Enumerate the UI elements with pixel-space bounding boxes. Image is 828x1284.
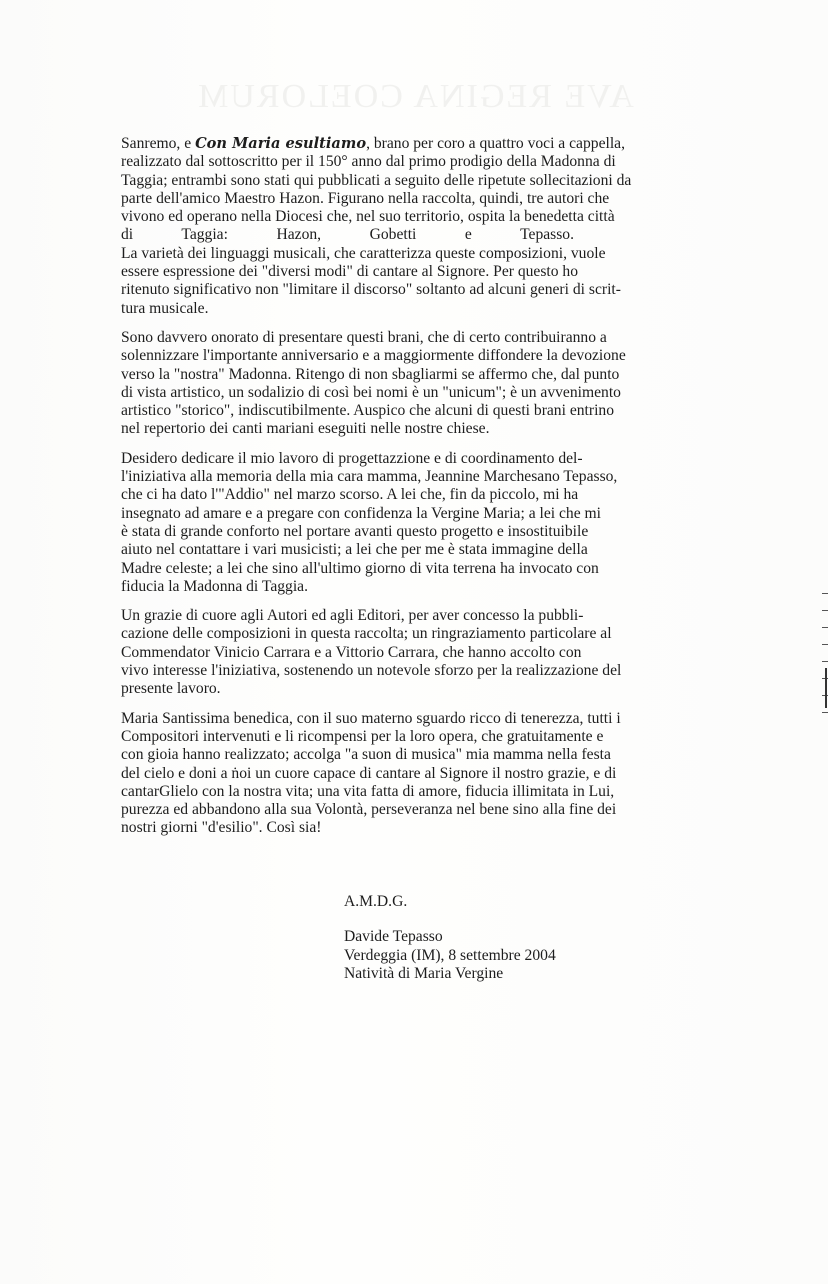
text-segment: , brano per coro a quattro voci a cappella, bbox=[366, 135, 625, 152]
paragraph bbox=[121, 328, 626, 439]
text-line: è stata di grande conforto nel portare avanti questo progetto e insostituibile bbox=[121, 522, 589, 540]
text-line: La varietà dei linguaggi musicali, che caratterizza queste composizioni, vuole bbox=[121, 244, 606, 262]
text-line: parte dell'amico Maestro Hazon. Figurano nella raccolta, quindi, tre autori che bbox=[121, 189, 610, 207]
text-line: cazione delle composizioni in questa raccolta; un ringraziamento particolare al bbox=[121, 625, 612, 643]
signature-name: Davide Tepasso bbox=[344, 928, 443, 946]
text-line: con gioia hanno realizzato; accolga "a suon di musica" mia mamma nella festa bbox=[121, 746, 611, 764]
page-edge-bar bbox=[825, 668, 827, 708]
page-edge-marks bbox=[822, 593, 828, 733]
text-line: realizzato dal sottoscritto per il 150° anno dal primo prodigio della Madonna di bbox=[121, 153, 616, 171]
paragraph bbox=[121, 449, 618, 596]
text-line bbox=[121, 135, 625, 153]
signature-feast: Natività di Maria Vergine bbox=[344, 964, 504, 982]
text-line: l'iniziativa alla memoria della mia cara mamma, Jeannine Marchesano Tepasso, bbox=[121, 468, 618, 486]
signature-place-date: Verdeggia (IM), 8 settembre 2004 bbox=[344, 946, 556, 964]
paragraph bbox=[121, 607, 622, 698]
text-segment: Sanremo, e bbox=[121, 135, 196, 152]
paragraph bbox=[121, 135, 632, 318]
text-line: fiducia la Madonna di Taggia. bbox=[121, 577, 308, 595]
text-line: Taggia; entrambi sono stati qui pubblicati a seguito delle ripetute sollecitazioni da bbox=[121, 171, 632, 189]
text-line: di Taggia: Hazon, Gobetti e Tepasso. bbox=[121, 226, 574, 244]
text-line: cantarGlielo con la nostra vita; una vita fatta di amore, fiducia illimitata in Lui, bbox=[121, 782, 615, 800]
text-line: Un grazie di cuore agli Autori ed agli Editori, per aver concesso la pubbli- bbox=[121, 607, 584, 625]
text-line: Compositori intervenuti e li ricompensi per la loro opera, che gratuitamente e bbox=[121, 727, 604, 745]
body-text bbox=[121, 135, 632, 838]
text-line: nel repertorio dei canti mariani eseguiti nelle nostre chiese. bbox=[121, 420, 490, 438]
text-line: verso la "nostra" Madonna. Ritengo di non sbagliarmi se affermo che, dal punto bbox=[121, 365, 620, 383]
text-line: artistico "storico", indiscutibilmente. Auspico che alcuni di questi brani entrino bbox=[121, 402, 614, 420]
text-line: del cielo e doni a ṅoi un cuore capace di cantare al Signore il nostro grazie, e di bbox=[121, 764, 617, 782]
text-line: Sono davvero onorato di presentare questi brani, che di certo contribuiranno a bbox=[121, 328, 607, 346]
text-line: essere espressione dei "diversi modi" di cantare al Signore. Per questo ho bbox=[121, 263, 579, 281]
signature-motto: A.M.D.G. bbox=[344, 893, 408, 910]
text-line: purezza ed abbandono alla sua Volontà, perseveranza nel bene sino alla fine dei bbox=[121, 801, 617, 819]
text-line: Madre celeste; a lei che sino all'ultimo giorno di vita terrena ha invocato con bbox=[121, 559, 599, 577]
text-line: presente lavoro. bbox=[121, 680, 221, 698]
paragraph bbox=[121, 709, 621, 838]
bleed-through-heading: AVE REGINA COELORUM bbox=[196, 78, 634, 115]
text-line: solennizzare l'importante anniversario e a maggiormente diffondere la devozione bbox=[121, 347, 626, 365]
text-line: aiuto nel contattare i vari musicisti; a lei che per me è stata immagine della bbox=[121, 541, 588, 559]
text-line: insegnato ad amare e a pregare con confidenza la Vergine Maria; a lei che mi bbox=[121, 504, 602, 522]
text-line: vivo interesse l'iniziativa, sostenendo un notevole sforzo per la realizzazione del bbox=[121, 662, 622, 680]
text-line: che ci ha dato l'"Addio" nel marzo scorso. A lei che, fin da piccolo, mi ha bbox=[121, 486, 579, 504]
signature-block bbox=[344, 893, 556, 983]
text-line: ritenuto significativo non "limitare il discorso" soltanto ad alcuni generi di scrit- bbox=[121, 281, 621, 299]
text-line: Maria Santissima benedica, con il suo materno sguardo ricco di tenerezza, tutti i bbox=[121, 709, 621, 727]
work-title: Con Maria esultiamo bbox=[195, 135, 367, 152]
text-line: di vista artistico, un sodalizio di così bei nomi è un "unicum"; è un avvenimento bbox=[121, 383, 621, 401]
text-line: tura musicale. bbox=[121, 299, 209, 317]
text-line: nostri giorni "d'esilio". Così sia! bbox=[121, 819, 322, 837]
text-line: vivono ed operano nella Diocesi che, nel suo territorio, ospita la benedetta città bbox=[121, 208, 615, 226]
text-line: Commendator Vinicio Carrara e a Vittorio Carrara, che hanno accolto con bbox=[121, 643, 582, 661]
text-line: Desidero dedicare il mio lavoro di progettazzione e di coordinamento del- bbox=[121, 449, 583, 467]
